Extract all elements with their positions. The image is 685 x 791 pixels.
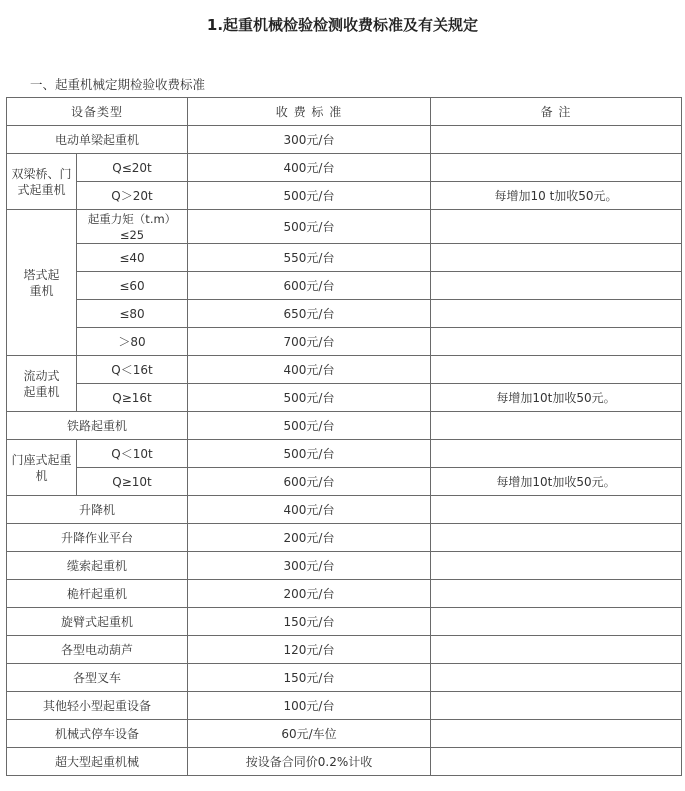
fee-cell: 600元/台: [188, 272, 431, 300]
table-row: [7, 210, 682, 244]
fee-cell: 60元/车位: [188, 720, 431, 748]
sub-type: Q＞20t: [77, 182, 188, 210]
sub-type: ≤40: [77, 244, 188, 272]
table-row: [7, 328, 682, 356]
note-cell: [431, 692, 682, 720]
sub-type: Q＜10t: [77, 440, 188, 468]
note-cell: [431, 328, 682, 356]
fee-cell: 150元/台: [188, 608, 431, 636]
equipment-type: 铁路起重机: [7, 412, 188, 440]
note-cell: [431, 154, 682, 182]
note-cell: [431, 524, 682, 552]
fee-cell: 400元/台: [188, 154, 431, 182]
note-cell: [431, 552, 682, 580]
table-row: [7, 468, 682, 496]
sub-type: ＞80: [77, 328, 188, 356]
equipment-type: 机械式停车设备: [7, 720, 188, 748]
sub-type: Q≥10t: [77, 468, 188, 496]
equipment-type: 各型叉车: [7, 664, 188, 692]
note-cell: [431, 636, 682, 664]
fee-cell: 120元/台: [188, 636, 431, 664]
equipment-type: 其他轻小型起重设备: [7, 692, 188, 720]
note-cell: [431, 300, 682, 328]
equipment-type: 升降机: [7, 496, 188, 524]
fee-cell: 500元/台: [188, 210, 431, 244]
table-row: [7, 412, 682, 440]
equipment-type: 缆索起重机: [7, 552, 188, 580]
header-equipment-type: 设备类型: [7, 98, 188, 126]
equipment-type: 桅杆起重机: [7, 580, 188, 608]
section-heading: 一、起重机械定期检验收费标准: [30, 77, 206, 92]
equipment-type: 旋臂式起重机: [7, 608, 188, 636]
note-cell: [431, 210, 682, 244]
table-row: [7, 580, 682, 608]
fee-cell: 400元/台: [188, 356, 431, 384]
table-row: [7, 356, 682, 384]
table-row: [7, 496, 682, 524]
note-cell: [431, 412, 682, 440]
note-cell: [431, 496, 682, 524]
note-cell: [431, 748, 682, 776]
table-row: [7, 440, 682, 468]
page-title: 1.起重机械检验检测收费标准及有关规定: [206, 16, 479, 34]
table-row: [7, 384, 682, 412]
fee-cell: 700元/台: [188, 328, 431, 356]
fee-cell: 200元/台: [188, 524, 431, 552]
table-row: [7, 636, 682, 664]
equipment-type: 电动单梁起重机: [7, 126, 188, 154]
table-row: [7, 300, 682, 328]
fee-cell: 300元/台: [188, 552, 431, 580]
fee-cell: 500元/台: [188, 384, 431, 412]
fee-cell: 650元/台: [188, 300, 431, 328]
note-cell: [431, 664, 682, 692]
fee-cell: 500元/台: [188, 440, 431, 468]
table-row: [7, 720, 682, 748]
fee-cell: 500元/台: [188, 182, 431, 210]
fee-cell: 150元/台: [188, 664, 431, 692]
fee-cell: 100元/台: [188, 692, 431, 720]
note-cell: [431, 608, 682, 636]
table-row: [7, 524, 682, 552]
equipment-group: 流动式起重机: [7, 356, 77, 412]
table-row: [7, 126, 682, 154]
note-cell: 每增加10 t加收50元。: [431, 182, 682, 210]
sub-type: ≤80: [77, 300, 188, 328]
note-cell: 每增加10t加收50元。: [431, 384, 682, 412]
header-fee-standard: 收 费 标 准: [188, 98, 431, 126]
table-row: [7, 182, 682, 210]
table-row: [7, 748, 682, 776]
note-cell: [431, 720, 682, 748]
note-cell: [431, 580, 682, 608]
note-cell: [431, 244, 682, 272]
sub-type: Q＜16t: [77, 356, 188, 384]
table-row: [7, 154, 682, 182]
fee-cell: 600元/台: [188, 468, 431, 496]
table-row: [7, 272, 682, 300]
sub-type: ≤60: [77, 272, 188, 300]
fee-cell: 按设备合同价0.2%计收: [188, 748, 431, 776]
equipment-group: 双梁桥、门式起重机: [7, 154, 77, 210]
fee-table: [6, 97, 682, 776]
note-cell: 每增加10t加收50元。: [431, 468, 682, 496]
equipment-type: 各型电动葫芦: [7, 636, 188, 664]
fee-cell: 300元/台: [188, 126, 431, 154]
table-row: [7, 664, 682, 692]
fee-cell: 200元/台: [188, 580, 431, 608]
table-header-row: [7, 98, 682, 126]
equipment-type: 升降作业平台: [7, 524, 188, 552]
header-remarks: 备 注: [431, 98, 682, 126]
note-cell: [431, 440, 682, 468]
sub-type: 起重力矩（t.m）≤25: [77, 210, 188, 244]
table-row: [7, 692, 682, 720]
table-row: [7, 608, 682, 636]
fee-cell: 550元/台: [188, 244, 431, 272]
fee-cell: 500元/台: [188, 412, 431, 440]
table-row: [7, 552, 682, 580]
note-cell: [431, 356, 682, 384]
note-cell: [431, 272, 682, 300]
note-cell: [431, 126, 682, 154]
equipment-type: 超大型起重机械: [7, 748, 188, 776]
sub-type: Q≤20t: [77, 154, 188, 182]
equipment-group: 塔式起重机: [7, 210, 77, 356]
sub-type: Q≥16t: [77, 384, 188, 412]
fee-cell: 400元/台: [188, 496, 431, 524]
table-row: [7, 244, 682, 272]
equipment-group: 门座式起重机: [7, 440, 77, 496]
